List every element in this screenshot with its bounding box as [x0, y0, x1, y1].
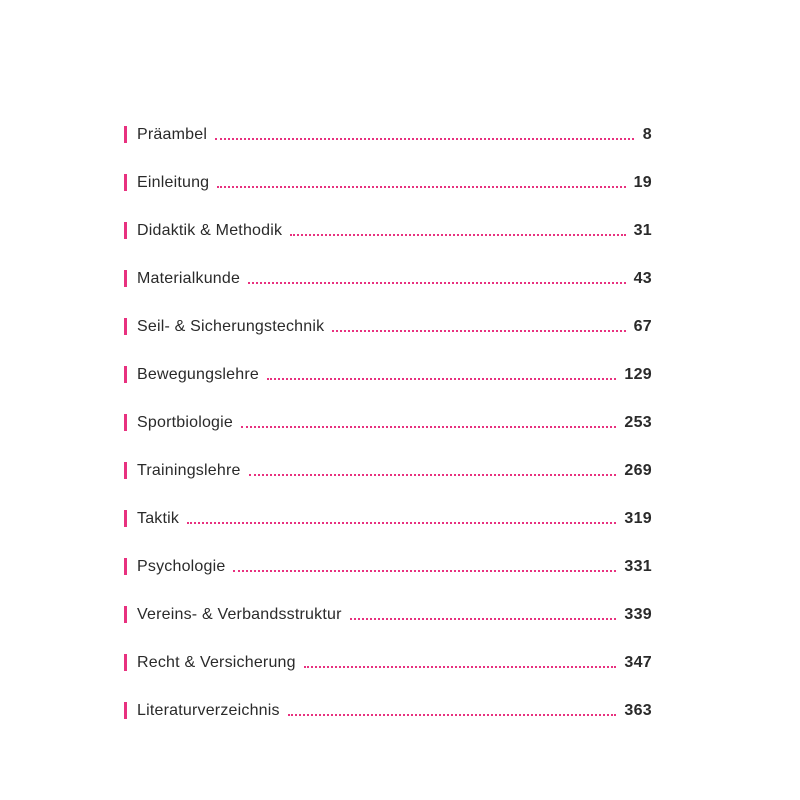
- pink-bar-marker: [124, 222, 127, 239]
- dotted-leader: [217, 186, 625, 188]
- dotted-leader: [241, 426, 616, 428]
- page-number: 31: [633, 222, 652, 239]
- pink-bar-marker: [124, 366, 127, 383]
- toc-entry[interactable]: [124, 193, 652, 241]
- entry-title: Vereins- & Verbandsstruktur: [137, 606, 342, 623]
- pink-bar-marker: [124, 126, 127, 143]
- toc-entry[interactable]: [124, 625, 652, 673]
- page-number: 43: [633, 270, 652, 287]
- dotted-leader: [215, 138, 634, 140]
- pink-bar-marker: [124, 462, 127, 479]
- entry-title: Literaturverzeichnis: [137, 702, 280, 719]
- toc-entry[interactable]: [124, 145, 652, 193]
- toc-entry[interactable]: [124, 385, 652, 433]
- dotted-leader: [267, 378, 616, 380]
- pink-bar-marker: [124, 606, 127, 623]
- dotted-leader: [350, 618, 617, 620]
- toc-entry[interactable]: [124, 529, 652, 577]
- toc-entry[interactable]: [124, 241, 652, 289]
- page-number: 19: [633, 174, 652, 191]
- entry-title: Materialkunde: [137, 270, 241, 287]
- page-number: 8: [642, 126, 652, 143]
- pink-bar-marker: [124, 654, 127, 671]
- dotted-leader: [288, 714, 617, 716]
- toc-entry[interactable]: [124, 577, 652, 625]
- dotted-leader: [290, 234, 625, 236]
- dotted-leader: [248, 282, 625, 284]
- entry-title: Didaktik & Methodik: [137, 222, 283, 239]
- entry-title: Einleitung: [137, 174, 210, 191]
- pink-bar-marker: [124, 510, 127, 527]
- pink-bar-marker: [124, 414, 127, 431]
- toc-entry[interactable]: [124, 433, 652, 481]
- toc-entry[interactable]: [124, 481, 652, 529]
- page-number: 339: [624, 606, 652, 623]
- entry-title: Recht & Versicherung: [137, 654, 296, 671]
- entry-title: Psychologie: [137, 558, 226, 575]
- page-number: 347: [624, 654, 652, 671]
- entry-title: Sportbiologie: [137, 414, 233, 431]
- dotted-leader: [187, 522, 616, 524]
- entry-title: Seil- & Sicherungstechnik: [137, 318, 325, 335]
- page-number: 129: [624, 366, 652, 383]
- page-number: 269: [624, 462, 652, 479]
- toc-entry[interactable]: [124, 673, 652, 721]
- dotted-leader: [233, 570, 616, 572]
- toc-entry[interactable]: [124, 337, 652, 385]
- pink-bar-marker: [124, 174, 127, 191]
- page-number: 363: [624, 702, 652, 719]
- entry-title: Präambel: [137, 126, 208, 143]
- page-number: 253: [624, 414, 652, 431]
- entry-title: Taktik: [137, 510, 180, 527]
- pink-bar-marker: [124, 318, 127, 335]
- page-number: 67: [633, 318, 652, 335]
- toc-entry[interactable]: [124, 117, 652, 145]
- pink-bar-marker: [124, 270, 127, 287]
- dotted-leader: [304, 666, 617, 668]
- table-of-contents: [124, 117, 652, 721]
- page-number: 331: [624, 558, 652, 575]
- page-number: 319: [624, 510, 652, 527]
- pink-bar-marker: [124, 702, 127, 719]
- dotted-leader: [332, 330, 625, 332]
- entry-title: Bewegungslehre: [137, 366, 259, 383]
- pink-bar-marker: [124, 558, 127, 575]
- dotted-leader: [249, 474, 617, 476]
- toc-entry[interactable]: [124, 289, 652, 337]
- entry-title: Trainingslehre: [137, 462, 241, 479]
